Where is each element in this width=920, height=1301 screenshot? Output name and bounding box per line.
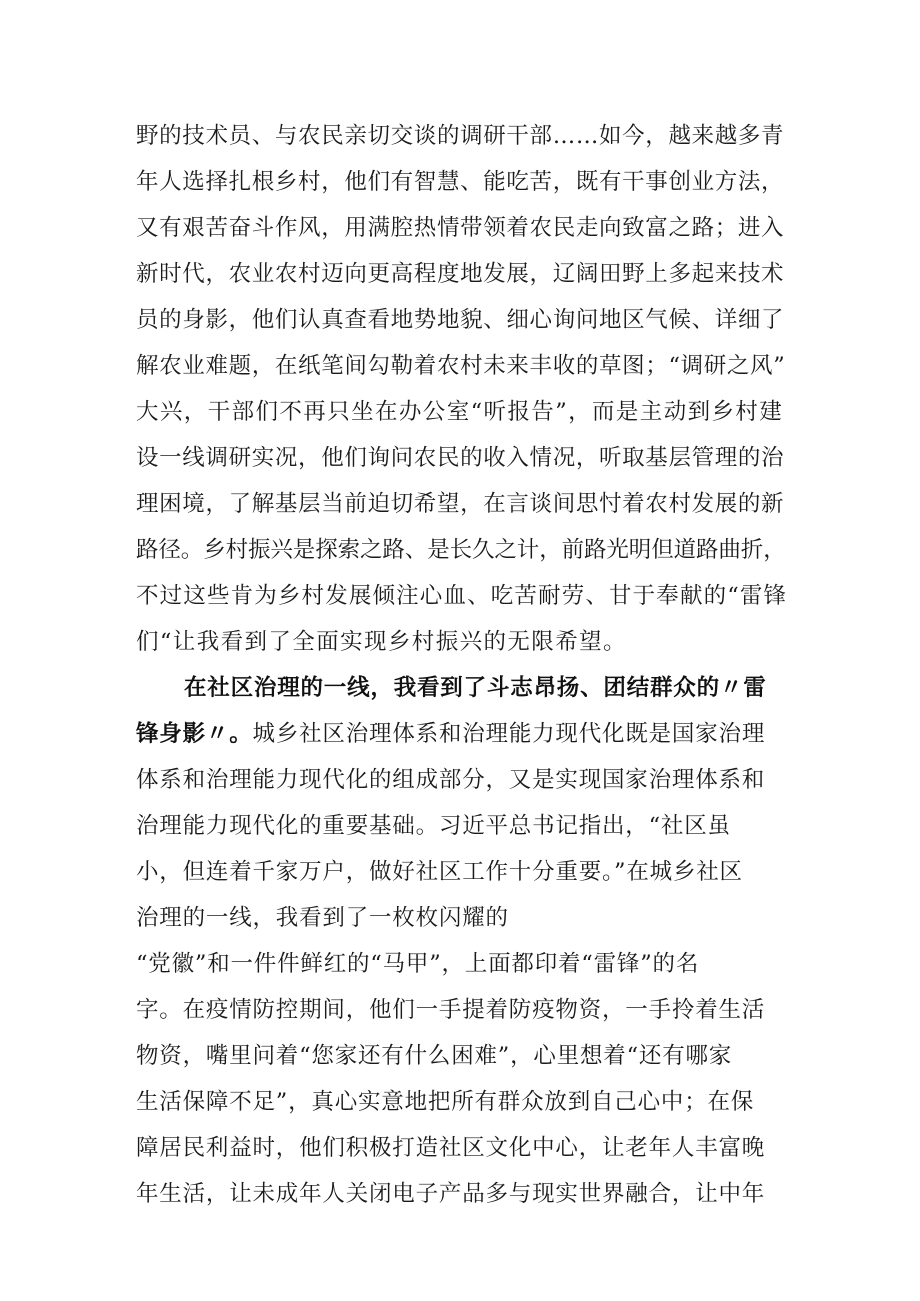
paragraph-1-line-2: 年人选择扎根乡村，他们有智慧、能吃苦，既有干事创业方法，: [136, 169, 785, 195]
paragraph-1-line-1: 野的技术员、与农民亲切交谈的调研干部……如今，越来越多青: [136, 123, 785, 149]
paragraph-2-line-9: 物资，嘴里问着“您家还有什么困难”，心里想着“还有哪家: [136, 1043, 733, 1069]
paragraph-2-line-12: 年生活，让未成年人关闭电子产品多与现实世界融合，让中年: [136, 1181, 766, 1207]
paragraph-2-line-2: [136, 719, 765, 749]
paragraph-2-line-6: 治理的一线，我看到了一枚枚闪耀的: [136, 905, 509, 931]
paragraph-2-line-8: 字。在疫情防控期间，他们一手提着防疫物资，一手拎着生活: [136, 997, 766, 1023]
paragraph-1-line-11: 不过这些肯为乡村发展倾注心血、吃苦耐劳、甘于奉献的“雷锋: [136, 583, 788, 609]
paragraph-1-line-12: 们“让我看到了全面实现乡村振兴的无限希望。: [136, 629, 627, 655]
paragraph-2-line-7: “党徽”和一件件鲜红的“马甲”，上面都印着“雷锋”的名: [136, 951, 700, 977]
paragraph-1-line-7: 大兴，干部们不再只坐在办公室“听报告”，而是主动到乡村建: [136, 399, 784, 425]
paragraph-1-line-4: 新时代，农业农村迈向更高程度地发展，辽阔田野上多起来技术: [136, 261, 785, 287]
paragraph-2-heading-line-1: 在社区治理的一线，我看到了斗志昂扬、团结群众的〃雷: [184, 675, 767, 701]
paragraph-1-line-3: 又有艰苦奋斗作风，用满腔热情带领着农民走向致富之路；进入: [136, 215, 785, 241]
paragraph-2-line-4: 治理能力现代化的重要基础。习近平总书记指出，“社区虽: [136, 813, 731, 839]
paragraph-2-line-2-text: 城乡社区治理体系和治理能力现代化既是国家治理: [252, 721, 766, 747]
paragraph-1-line-10: 路径。乡村振兴是探索之路、是长久之计，前路光明但道路曲折，: [136, 537, 786, 563]
paragraph-2-line-3: 体系和治理能力现代化的组成部分，又是实现国家治理体系和: [136, 767, 766, 793]
paragraph-2-line-11: 障居民利益时，他们积极打造社区文化中心，让老年人丰富晚: [136, 1135, 766, 1161]
paragraph-1-line-8: 设一线调研实况，他们询问农民的收入情况，听取基层管理的治: [136, 445, 785, 471]
paragraph-2-line-10: 生活保障不足”，真心实意地把所有群众放到自己心中；在保: [136, 1089, 755, 1115]
paragraph-1-line-9: 理困境，了解基层当前迫切希望，在言谈间思忖着农村发展的新: [136, 491, 785, 517]
paragraph-1-line-6: 解农业难题，在纸笔间勾勒着农村未来丰收的草图；“调研之风”: [136, 353, 786, 379]
paragraph-2-line-5: 小，但连着千家万户，做好社区工作十分重要。”在城乡社区: [136, 859, 743, 885]
paragraph-2-heading-end: 锋身影〃。: [136, 721, 253, 747]
paragraph-1-line-5: 员的身影，他们认真查看地势地貌、细心询问地区气候、详细了: [136, 307, 785, 333]
